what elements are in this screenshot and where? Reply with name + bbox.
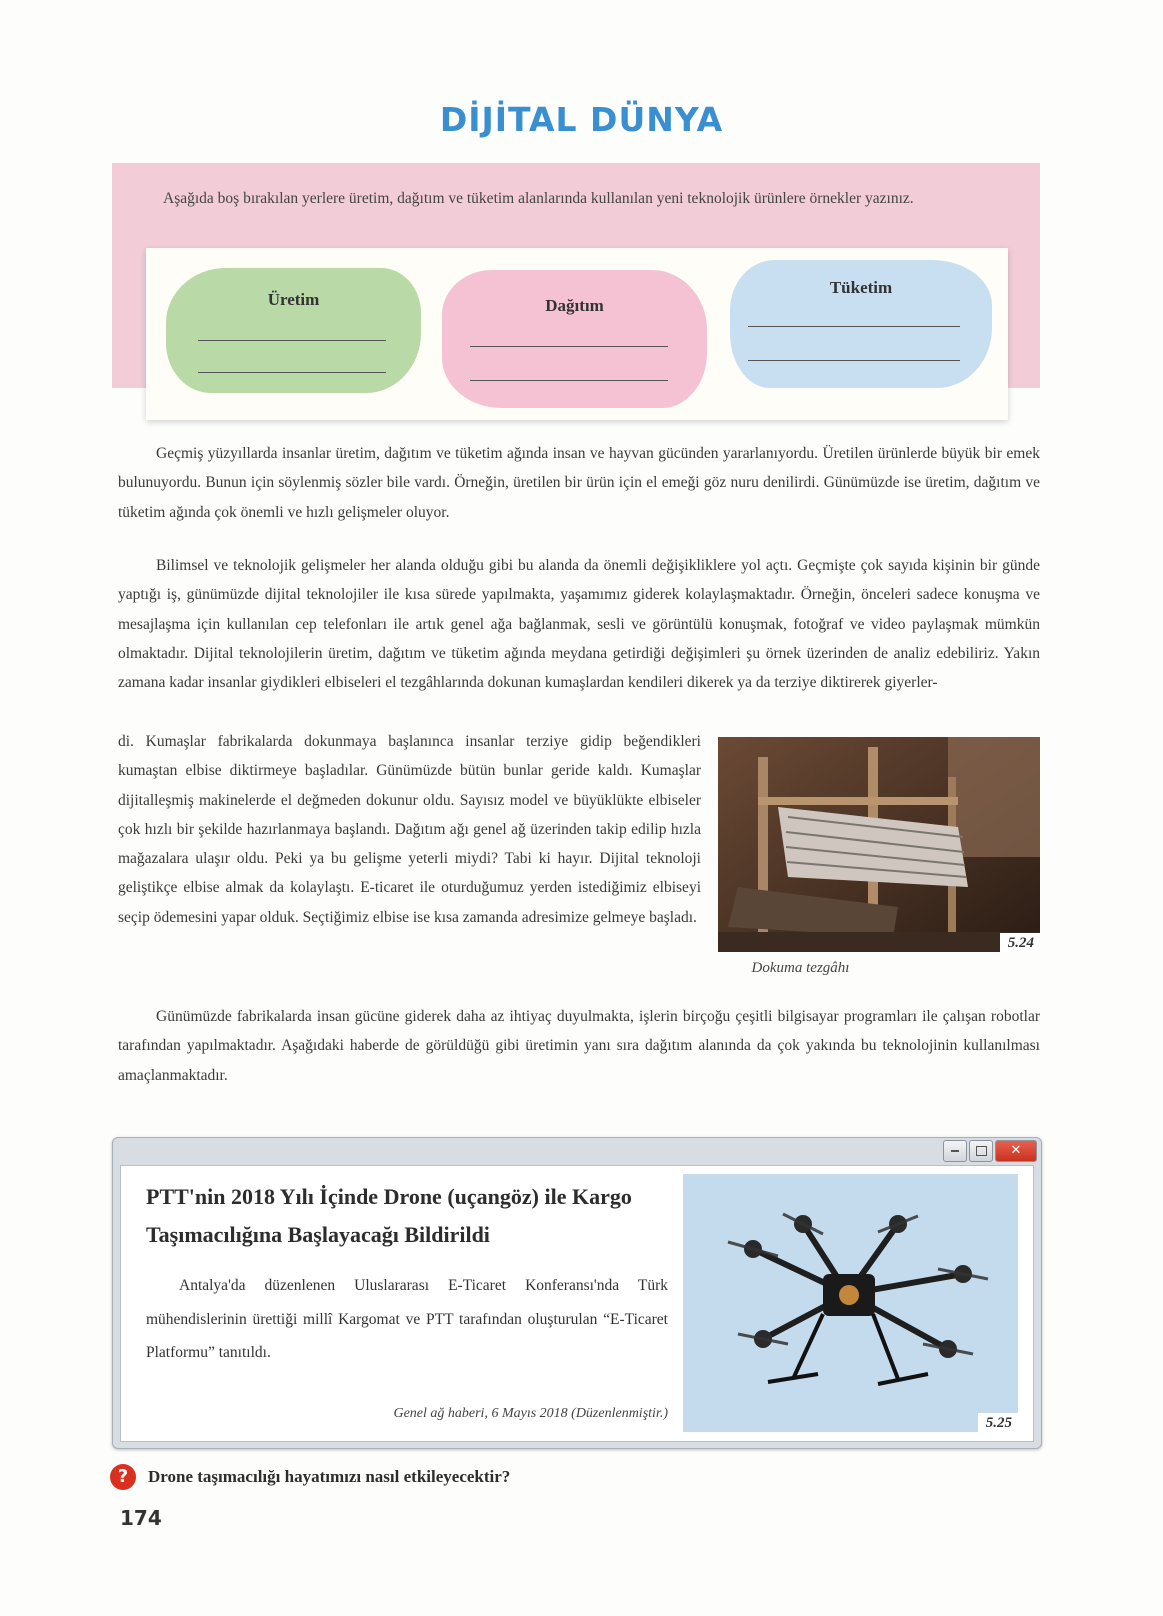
loom-illustration: [718, 737, 1040, 952]
page-number: 174: [120, 1506, 162, 1530]
news-source: Genel ağ haberi, 6 Mayıs 2018 (Düzenlenmiştir.): [393, 1406, 668, 1421]
close-icon: ✕: [1010, 1143, 1022, 1158]
news-headline: PTT'nin 2018 Yılı İçinde Drone (uçangöz) ile Kargo Taşımacılığına Başlayacağı Bildirildi: [146, 1184, 632, 1247]
news-window: [112, 1137, 1042, 1449]
uretim-box: [166, 268, 421, 393]
drone-illustration: [683, 1174, 1018, 1432]
paragraph-3: Günümüzde fabrikalarda insan gücüne giderek daha az ihtiyaç duyulmakta, işlerin birçoğu çeşitli bilgisayar programları ile çalışan robotlar tarafından yapılmaktadır. Aşağıdaki haberde de görüldüğü gibi üretimin yanı sıra dağıtım alanında da çok yakında bu teknolojinin kullanılması amaçlanmaktadır.: [118, 1008, 1040, 1084]
answer-line[interactable]: [470, 380, 668, 381]
minimize-icon: [951, 1150, 959, 1152]
activity-card: [146, 248, 1008, 420]
close-button[interactable]: [995, 1140, 1037, 1162]
figure-number: 5.24: [1000, 933, 1040, 952]
paragraph-2-continued: di. Kumaşlar fabrikalarda dokunmaya başlanınca insanlar terziye gidip beğendikleri kumaştan elbise diktirmeye başladılar. Günümüzde bütün bunlar geride kaldı. Kumaşlar dijitalleşmiş makinelerde el değmeden dokunur oldu. Sayısız model ve büyüklükte elbiseler çok hızlı bir şekilde hazırlanmaya başlandı. Dağıtım ağı genel ağ üzerinden takip edilip hızla mağazalara ulaşır oldu. Peki ya bu gelişme yeterli miydi? Tabi ki hayır. Dijital teknoloji geliştikçe elbise almak da kolaylaştı. E-ticaret ile oturduğumuz yerden istediğimiz elbiseyi seçip ödemesini yapar olduk. Seçtiğimiz elbise ise kısa zamanda adresimize gelmeye başladı.: [118, 733, 701, 926]
uretim-label: Üretim: [267, 290, 320, 309]
dagitim-label: Dağıtım: [545, 296, 604, 315]
news-text: Antalya'da düzenlenen Uluslararası E-Ticaret Konferansı'nda Türk mühendislerinin ürettiği millî Kargomat ve PTT tarafından oluşturulan “E-Ticaret Platformu” tanıtıldı.: [146, 1277, 668, 1361]
tuketim-box: [730, 260, 992, 388]
maximize-button[interactable]: [969, 1140, 993, 1162]
answer-line[interactable]: [470, 346, 668, 347]
answer-line[interactable]: [198, 372, 386, 373]
dagitim-box: [442, 270, 707, 408]
question-icon: ?: [110, 1464, 136, 1490]
maximize-icon: [976, 1146, 987, 1156]
answer-line[interactable]: [198, 340, 386, 341]
paragraph-1: Geçmiş yüzyıllarda insanlar üretim, dağıtım ve tüketim ağında insan ve hayvan gücünden yararlanıyordu. Üretilen ürünlerde büyük bir emek bulunuyordu. Bunun için söylenmiş sözler bile vardı. Örneğin, üretilen bir ürün için el emeği göz nuru denilirdi. Günümüzde ise üretim, dağıtım ve tüketim ağında çok önemli ve hızlı gelişmeler oluyor.: [118, 445, 1040, 521]
news-body: [120, 1165, 1034, 1442]
answer-line[interactable]: [748, 326, 960, 327]
question-row: [110, 1464, 510, 1490]
tuketim-label: Tüketim: [829, 278, 893, 297]
activity-instruction: Aşağıda boş bırakılan yerlere üretim, dağıtım ve tüketim alanlarında kullanılan yeni teknolojik ürünlere örnekler yazınız.: [163, 190, 914, 207]
question-text: Drone taşımacılığı hayatımızı nasıl etkileyecektir?: [148, 1467, 511, 1486]
page-title: DİJİTAL DÜNYA: [439, 100, 724, 139]
drone-photo: [683, 1174, 1018, 1432]
answer-line[interactable]: [748, 360, 960, 361]
loom-photo: [718, 737, 1040, 952]
figure-caption: Dokuma tezgâhı: [751, 960, 850, 976]
figure-number: 5.25: [978, 1413, 1018, 1432]
paragraph-2: Bilimsel ve teknolojik gelişmeler her alanda olduğu gibi bu alanda da önemli değişikliklere yol açtı. Geçmişte çok sayıda kişinin bir günde yaptığı iş, günümüzde dijital teknolojiler ile kısa sürede yapılmakta, yaşamımız giderek kolaylaşmaktadır. Örneğin, önceleri sadece konuşma ve mesajlaşma için kullanılan cep telefonları ile artık genel ağa bağlanmak, sesli ve görüntülü konuşmak, fotoğraf ve video paylaşmak mümkün olmaktadır. Dijital teknolojilerin üretim, dağıtım ve tüketim ağında meydana getirdiği değişimleri şu örnek üzerinden de analiz edebiliriz. Yakın zamana kadar insanlar giydikleri elbiseleri el tezgâhlarında dokunan kumaşlardan kendileri dikerek ya da terziye diktirerek giyerler-: [118, 557, 1040, 692]
minimize-button[interactable]: [943, 1140, 967, 1162]
